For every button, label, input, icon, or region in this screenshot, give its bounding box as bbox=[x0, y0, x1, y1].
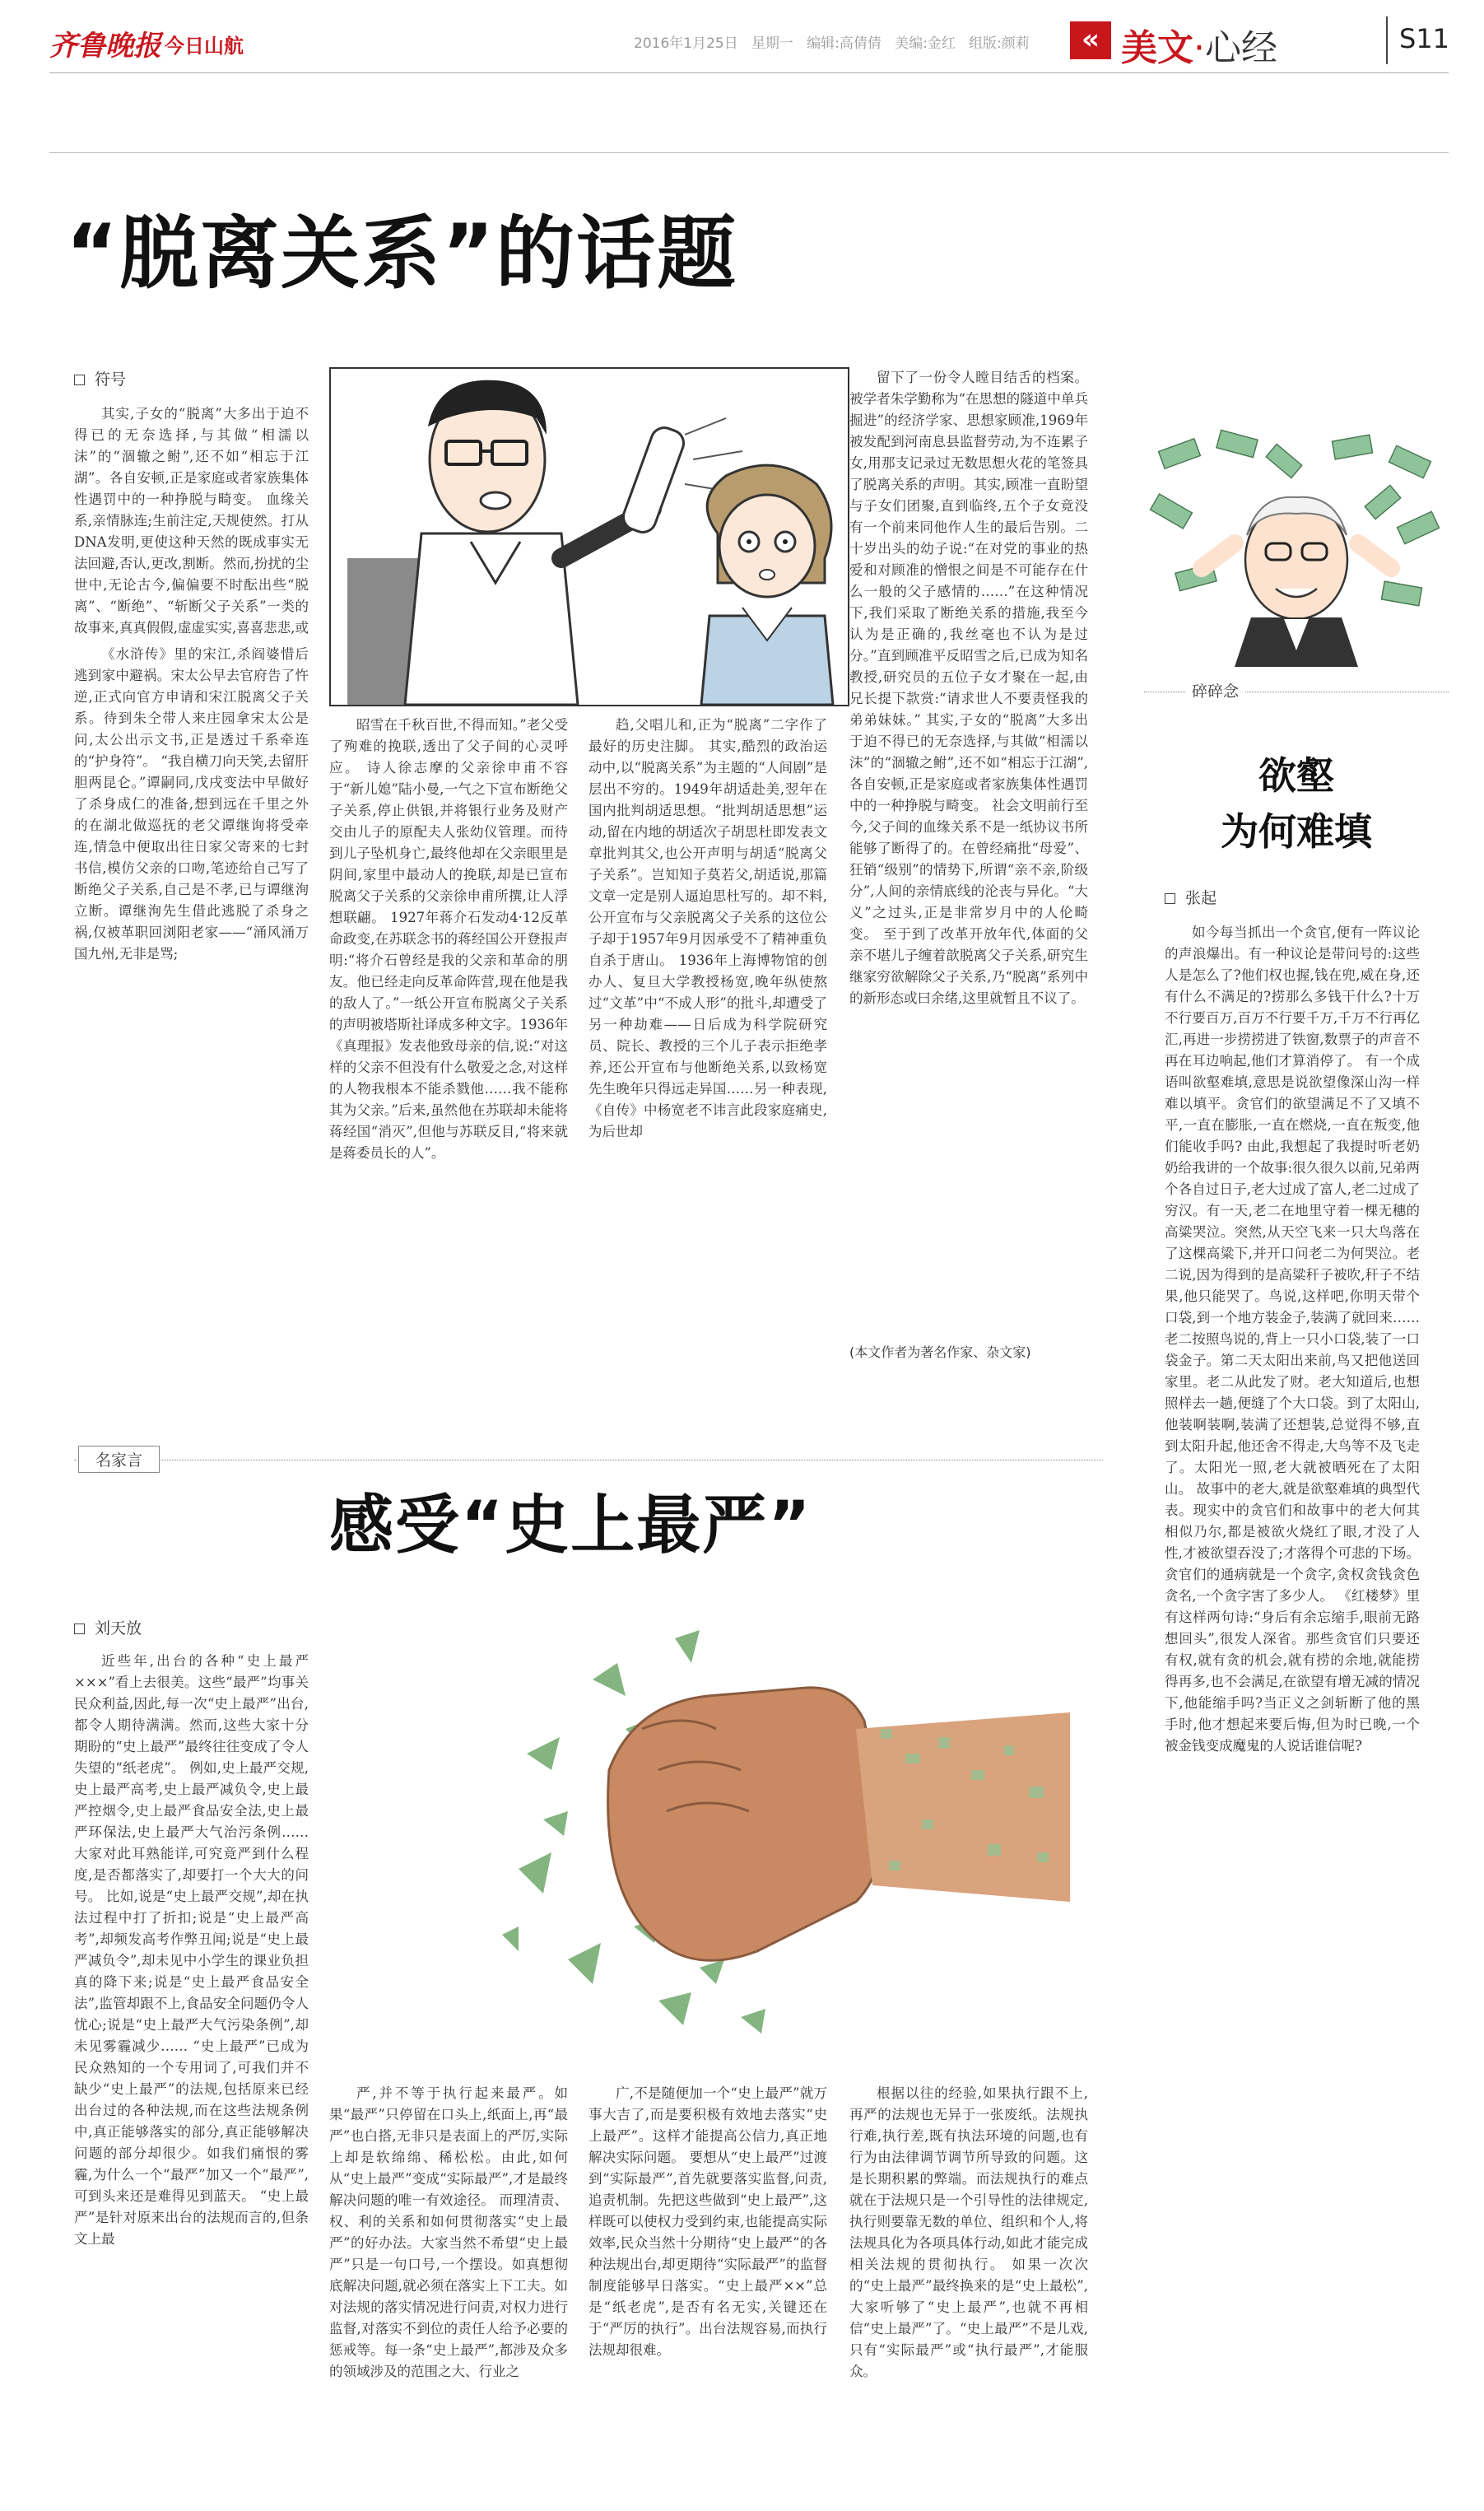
article2-byline bbox=[74, 1616, 142, 1638]
sidebar-byline bbox=[1165, 886, 1217, 908]
top-rule bbox=[49, 152, 1449, 153]
page-number: S11 bbox=[1399, 23, 1450, 54]
sidebar-text: 如今每当抓出一个贪官,便有一阵议论的声浪爆出。有一种议论是带问号的:这些人是怎么了?他们权也握,钱在兜,威在身,还有什么不满足的?捞那么多钱干什么?十万不行要百万,百万不行要千万,千万不行再亿汇,再进一步捞捞进了铁窗,数票子的声音不再在耳边响起,他们才算消停了。 有一个成语叫欲壑难填,意思是说欲望像深山沟一样难以填平。贪官们的欲望满足不了又填不平,一直在膨胀,一直在燃烧,一直在叛变,他们能收手吗? 由此,我想起了我提时听老奶奶给我讲的一个故事:很久很久以前,兄弟两个各自过日子,老大过成了富人,老二过成了穷汉。有一天,老二在地里守着一棵无穗的高粱哭泣。突然,从天空飞来一只大鸟落在了这棵高粱下,并开口问老二为何哭泣。老二说,因为得到的是高粱秆子被吹,秆子不结果,他只能哭了。鸟说,这样吧,你明天带个口袋,到一个地方装金子,装满了就回来……老二按照鸟说的,背上一只小口袋,装了一口袋金子。第二天太阳出来前,鸟又把他送回家里。老二从此发了财。老大知道后,也想照样去一趟,便缝了个大口袋。到了太阳山,他装啊装啊,装满了还想装,总觉得不够,直到太阳升起,他还舍不得走,大鸟等不及飞走了。太阳光一照,老大就被晒死在了太阳山。 故事中的老大,就是欲壑难填的典型代表。现实中的贪官们和故事中的老大何其相似乃尔,都是被欲火烧红了眼,才没了人性,才被欲望吞没了;才落得个可悲的下场。贪官们的通病就是一个贪字,贪权贪钱贪色贪名,一个贪字害了多少人。 《红楼梦》里有这样两句诗:“身后有余忘缩手,眼前无路想回头”,很发人深省。那些贪官们只要还有权,就有贪的机会,就有捞的余地,就能捞得再多,也不会满足,在欲望有增无减的情况下,他能缩手吗?当正义之剑斩断了他的黑手时,他才想起来要后悔,但为时已晚,一个被金钱变成魔鬼的人说话谁信呢? bbox=[1165, 925, 1420, 1754]
editor-text: 编辑:高倩倩 bbox=[807, 35, 882, 52]
section-divider bbox=[1386, 16, 1388, 64]
section-icon: « bbox=[1070, 21, 1111, 59]
article2-col1: 近些年,出台的各种“史上最严×××”看上去很美。这些“最严”均事关民众利益,因此,每一次“史上最严”出台,都令人期待满满。然而,这些大家十分期盼的“史上最严”最终往往变成了令人失望的“纸老虎”。 例如,史上最严交规,史上最严高考,史上最严减负令,史上最严控烟令,史上最严食品安全法,史上最严环保法,史上最严大气治污条例……大家对此耳熟能详,可究竟严到什么程度,是否都落实了,却要打一个大大的问号。 比如,说是“史上最严交规”,却在执法过程中打了折扣;说是“史上最严高考”,却频发高考作弊丑闻;说是“史上最严减负令”,却未见中小学生的课业负担真的降下来;说是“史上最严食品安全法”,监管却跟不上,食品安全问题仍令人忧心;说是“史上最严大气污染条例”,却未见雾霾减少…… “史上最严”已成为民众熟知的一个专用词了,可我们并不缺少“史上最严”的法规,包括原来已经出台过的各种法规,而在这些法规条例中,真正能够落实的部分,真正能够解决问题的部分却很少。如我们痛恨的雾霾,为什么一个“最严”加又一个“最严”,可到头来还是难得见到蓝天。 “史上最严”是针对原来出台的法规而言的,但条文上最 bbox=[74, 1653, 309, 2247]
article1-author: 符号 bbox=[95, 370, 127, 389]
subsection-name: 心经 bbox=[1205, 27, 1277, 69]
article2-col4: 根据以往的经验,如果执行跟不上,再严的法规也无异于一张废纸。法规执行难,执行差,既有执法环境的问题,也有行为由法律调节调节所导致的问题。这是长期积累的弊端。而法规执行的难点就在于法规只是一个引导性的法律规定,执行则要靠无数的单位、组织和个人,将法规具化为各项具体行动,如此才能完成相关法规的贯彻执行。 如果一次次的“史上最严”最终换来的是“史上最松”,大家听够了“史上最严”,也就不再相信“史上最严”了。“史上最严”不是儿戏,只有“实际最严”或“执行最严”,才能服众。 bbox=[849, 2085, 1088, 2379]
art-editor-text: 美编:金红 bbox=[895, 35, 956, 52]
article2-label bbox=[78, 1446, 160, 1473]
article1-col1b: 《水浒传》里的宋江,杀阎婆惜后逃到家中避祸。宋太公早去官府告了忤逆,正式向官方申请和宋江脱离父子关系。待到朱仝带人来庄园拿宋太公是问,太公出示文书,正是透过千系牵连的“护身符”。 “我自横刀向天笑,去留肝胆两昆仑。”谭嗣同,戊戌变法中早做好了杀身成仁的准备,想到远在千里之外的在湖北做巡抚的老父谭继询将受牵连,情急中便取出往日家父寄来的七封书信,模仿父亲的口吻,笔迹给自己写了断绝父子关系,自己是不孝,已与谭继洵立断。谭继洵先生借此逃脱了杀身之祸,仅被革职回浏阳老家——“涌风涌万国九州,无非是骂; bbox=[74, 646, 309, 962]
sidebar-column-label: 碎碎念 bbox=[1185, 679, 1245, 701]
edition-label: 今日山航 bbox=[165, 35, 244, 58]
fist-drawing bbox=[494, 1605, 1070, 2066]
article1-col2: 昭雪在千秋百世,不得而知。”老父受了殉难的挽联,透出了父子间的心灵呼应。 诗人徐志摩的父亲徐申甫不容于“新儿媳”陆小曼,一气之下宣布断绝父子关系,停止供银,并将银行业务及财产交由儿子的原配夫人张幼仪管理。而待到儿子坠机身亡,最终他却在父亲眼里是阴间,家里中最动人的挽联,却是已宣布脱离父子关系的父亲徐申甫所撰,让人浮想联翩。 1927年蒋介石发动4·12反革命政变,在苏联念书的蒋经国公开登报声明:“将介石曾经是我的父亲和革命的朋友。他已经走向反革命阵营,现在他是我的敌人了。”一纸公开宣布脱离父子关系的声明被塔斯社译成多种文字。1936年《真理报》发表他致母亲的信,说:“对这样的父亲不但没有什么敬爱之念,对这样的人物我根本不能杀戮他……我不能称其为父亲。”后来,虽然他在苏联却未能将蒋经国“消灭”,但他与苏联反目,“将来就是蒋委员长的人”。 bbox=[329, 717, 568, 1161]
article2-label-text: 名家言 bbox=[95, 1451, 143, 1470]
date-text: 2016年1月25日 bbox=[634, 35, 738, 52]
section-dot: · bbox=[1193, 27, 1205, 69]
article2-col2: 严,并不等于执行起来最严。如果“最严”只停留在口头上,纸面上,再“最严”也白搭,无非只是表面上的严厉,实际上却是软绵绵、稀松松。由此,如何从“史上最严”变成“实际最严”,才是最终解决问题的唯一有效途径。 而理清责、权、利的关系和如何贯彻落实“史上最严”的好办法。大家当然不希望“史上最严”只是一句口号,一个摆设。如真想彻底解决问题,就必须在落实上下工夫。如对法规的落实情况进行问责,对权力进行监督,对落实不到位的责任人给予必要的惩戒等。每一条“史上最严”,都涉及众多的领域涉及的范围之大、行业之 bbox=[329, 2085, 568, 2379]
article1-col3: 趋,父唱儿和,正为“脱离”二字作了最好的历史注脚。 其实,酷烈的政治运动中,以“脱离关系”为主题的“人间剧”是层出不穷的。1949年胡适赴美,翌年在国内批判胡适思想。“批判胡适思想”运动,留在内地的胡适次子胡思杜即发表文章批判其父,也公开声明与胡适“脱离父子关系”。岂知知子莫若父,胡适说,那篇文章一定是别人逼迫思杜写的。却不料,公开宣布与父亲脱离父子关系的这位公子却于1957年9月因承受不了精神重负自杀于唐山。 1936年上海博物馆的创办人、复旦大学教授杨宽,晚年纵使熬过“文革”中“不成人形”的批斗,却遭受了另一种劫难——日后成为科学院研究员、院长、教授的三个儿子表示拒绝孝养,还公开宣布与他断绝关系,以致杨宽先生晚年只得远走异国……另一种表现,《自传》中杨宽老不讳言此段家庭痛史,为后世却 bbox=[588, 717, 827, 1139]
masthead-rule bbox=[49, 72, 1449, 73]
shattering-fist bbox=[494, 1605, 1070, 2066]
money-man-drawing bbox=[1144, 428, 1449, 667]
father-son-cartoon bbox=[329, 367, 849, 706]
paper-logo: 齐鲁晚报 bbox=[49, 30, 161, 63]
sidebar-title-line2: 为何难填 bbox=[1221, 809, 1372, 854]
article1-title: “脱离关系”的话题 bbox=[66, 207, 738, 300]
cartoon-drawing bbox=[331, 369, 848, 705]
masthead bbox=[0, 0, 1484, 91]
date-info bbox=[634, 31, 1030, 52]
proof-text: 组版:颜莉 bbox=[969, 35, 1030, 52]
article2-title: 感受“史上最严” bbox=[329, 1488, 812, 1563]
article1-author-note: (本文作者为著名作家、杂文家) bbox=[849, 1344, 1031, 1360]
article1-col4: 留下了一份令人瞠目结舌的档案。 被学者朱学勤称为“在思想的隧道中单兵掘进”的经济学家、思想家顾准,1969年被发配到河南息县监督劳动,为不连累子女,用那支记录过无数思想火花的笔签具了脱离关系的声明。其实,顾准一直盼望与子女们团聚,直到临终,五个子女竟没有一个前来同他作人生的最后告别。二十岁出头的幼子说:“在对党的事业的热爱和对顾准的憎恨之间是不可能存在什么一般的父子感情的……”在这种情况下,我们采取了断绝关系的措施,我至今认为是正确的,我丝毫也不认为是过分。”直到顾准平反昭雪之后,已成为知名教授,研究员的五位子女才聚在一起,由兄长提下款赏:“请求世人不要责怪我的弟弟妹妹。” 其实,子女的“脱离”大多出于迫不得已的无奈选择,与其做“相濡以沫”的“涸辙之鲋”,还不如“相忘于江湖”,各自安顿,正是家庭或者家族集体性遇罚中的一种挣脱与畸变。 社会文明前行至今,父子间的血缘关系不是一纸协议书所能够了断得了的。在曾经痛批“母爱”、狂销“级别”的情势下,所谓“亲不亲,阶级分”,人间的亲情底线的沦丧与异化。“大义”之过头,正是非常岁月中的人伦畸变。 至于到了改革开放年代,体面的父亲不堪儿子缠着歆脱离父子关系,研究生继家穷欲解除父子关系,乃“脱离”系列中的新形态或曰余绪,这里就暂且不议了。 bbox=[849, 370, 1088, 1006]
weekday-text: 星期一 bbox=[751, 35, 793, 52]
section-title bbox=[1121, 18, 1277, 71]
article2-col3: 广,不是随便加一个“史上最严”就万事大吉了,而是要积极有效地去落实“史上最严”。这样才能提高公信力,真正地解决实际问题。 要想从“史上最严”过渡到“实际最严”,首先就要落实监督,问责,追责机制。先把这些做到“史上最严”,这样既可以使权力受到约束,也能提高实际效率,民众当然十分期待“史上最严”的各种法规出台,却更期待“实际最严”的监督制度能够早日落实。“史上最严××”总是“纸老虎”,是否有名无实,关键还在于“严厉的执行”。出台法规容易,而执行法规却很难。 bbox=[588, 2085, 827, 2358]
sidebar-author: 张起 bbox=[1185, 889, 1217, 907]
article1-byline bbox=[74, 367, 126, 389]
sidebar-title-line1: 欲壑 bbox=[1258, 753, 1334, 798]
money-throwing-man bbox=[1144, 428, 1449, 667]
section-name: 美文 bbox=[1121, 27, 1193, 69]
article2-author: 刘天放 bbox=[95, 1619, 142, 1638]
article1-col1: 其实,子女的“脱离”大多出于迫不得已的无奈选择,与其做“相濡以沫”的“涸辙之鲋”,还不如“相忘于江湖”。各自安顿,正是家庭或者家族集体性遇罚中的一种挣脱与畸变。 血缘关系,亲情脉连;生前注定,天规使然。打从DNA发明,更使这种天然的既成事实无法回避,否认,更改,割断。然而,扮扰的尘世中,无论古今,偏偏要不时酝出些“脱离”、“断绝”、“斩断父子关系”一类的故事来,真真假假,虚虚实实,喜喜悲悲,或 bbox=[74, 406, 309, 634]
